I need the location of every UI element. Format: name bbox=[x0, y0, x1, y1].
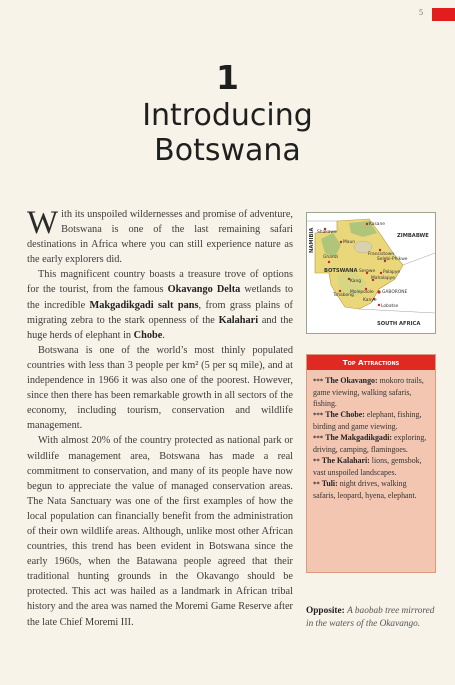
map-label-selebi-phikwe: Selebi-Phikwe bbox=[377, 257, 408, 262]
paragraph-text: and the huge herds of elephant in bbox=[27, 314, 293, 341]
botswana-locator-map bbox=[306, 212, 436, 334]
attraction-name: The Makgadikgadi: bbox=[325, 433, 393, 442]
map-label-francistown: Francistown bbox=[368, 252, 395, 257]
map-label-kanye: Kanye bbox=[363, 298, 377, 303]
drop-cap: W bbox=[27, 205, 59, 241]
top-attractions-title: Top Attractions bbox=[342, 358, 400, 367]
attraction-description: lions, gemsbok, vast unspoiled landscapes. bbox=[313, 456, 422, 477]
top-attractions-box bbox=[306, 354, 436, 573]
map-label-zimbabwe: ZIMBABWE bbox=[397, 233, 429, 239]
map-label-maun: Maun bbox=[343, 240, 356, 245]
paragraph-text: With almost 20% of the country protected as national park or wildlife management area, Botswana has made a real commitment to conservation, and many of its people have now begun to appreciate the value of managed conservation areas. The Nata Sanctuary was one of the first examples of how the local population can financially benefit from the administration of their own wildlife areas. Although, unlike most other African countries, this trend has been evident in Botswana since the early 1960s, when the Batawana people agreed that their traditional hunting grounds in the Okavango should be protected. This act was hailed as a landmark in African tribal history and the area was named the Moremi Game Reserve after the late Chief Moremi III. bbox=[27, 435, 293, 628]
chapter-title bbox=[0, 98, 455, 168]
star-rating: ** bbox=[313, 480, 320, 488]
highlighted-place-name: Chobe bbox=[133, 329, 163, 341]
map-label-lobatse: Lobatse bbox=[381, 304, 399, 309]
attraction-name: The Chobe: bbox=[325, 410, 365, 419]
chapter-title-text: Introducing Botswana bbox=[142, 98, 313, 168]
star-rating: *** bbox=[313, 411, 324, 419]
corner-color-tab bbox=[432, 8, 455, 21]
map-label-ghanzi: Ghanzi bbox=[323, 255, 339, 260]
caption-label: Opposite: bbox=[306, 606, 345, 616]
top-attractions-header bbox=[307, 355, 435, 370]
map-label-kasane: Kasane bbox=[369, 222, 385, 227]
photo-caption bbox=[306, 605, 438, 631]
body-text bbox=[27, 207, 293, 630]
highlighted-place-name: Kalahari bbox=[218, 314, 259, 326]
highlighted-place-name: Makgadikgadi salt pans bbox=[89, 299, 199, 311]
map-label-namibia: NAMIBIA bbox=[309, 227, 315, 253]
paragraph-text: wetlands to the incredible bbox=[27, 284, 293, 311]
attraction-item bbox=[313, 375, 429, 409]
chapter-number: 1 bbox=[216, 58, 239, 97]
map-label-shakawe: Shakawe bbox=[317, 230, 337, 235]
map-label-kang: Kang bbox=[350, 279, 362, 284]
attraction-description: night drives, walking safaris, leopard, hyena, elephant. bbox=[313, 479, 417, 500]
attraction-item bbox=[313, 409, 429, 432]
paragraph-text: Botswana is one of the world’s most thinly populated countries with less than 3 people per km² (5 per sq mile), and at independence in 1966 it was also one of the poorest. However, since then there has been remarkable growth in all sectors of the economy, including tourism, conservation and wildlife management. bbox=[27, 344, 293, 432]
star-rating: ** bbox=[313, 457, 320, 465]
map-label-south-africa: SOUTH AFRICA bbox=[377, 321, 421, 327]
body-paragraph bbox=[27, 267, 293, 342]
highlighted-place-name: Okavango Delta bbox=[167, 284, 241, 296]
map-label-gaborone: GABORONE bbox=[382, 290, 408, 295]
attraction-name: The Kalahari: bbox=[321, 456, 370, 465]
attraction-item bbox=[313, 478, 429, 501]
paragraph-body bbox=[27, 435, 293, 627]
body-paragraph bbox=[27, 343, 293, 434]
attraction-description: exploring, driving, camping, flamingoes. bbox=[313, 433, 427, 454]
star-rating: *** bbox=[313, 434, 324, 442]
paragraph-body bbox=[27, 269, 293, 340]
caption-text: A baobab tree mirrored in the waters of the Okavango. bbox=[306, 606, 435, 629]
star-rating: *** bbox=[313, 377, 324, 385]
map-label-palapye: Palapye bbox=[383, 270, 401, 275]
paragraph-text: . bbox=[162, 329, 165, 341]
paragraph-text: , from grass plains of migrating zebra to the stark openness of the bbox=[27, 299, 293, 326]
paragraph-body bbox=[27, 205, 293, 266]
attraction-item bbox=[313, 455, 429, 478]
attraction-description: elephant, fishing, birding and game viewing. bbox=[313, 410, 422, 431]
paragraph-text: ith its unspoiled wildernesses and promise of adventure, Botswana is one of the last remaining safari destinations in Africa where you can still experience nature as the early explorers did. bbox=[27, 209, 293, 266]
map-label-tshabong: Tshabong bbox=[333, 293, 354, 298]
paragraph-text: This magnificent country boasts a treasure trove of options for the tourist, from the famous bbox=[27, 269, 293, 296]
page-number: 5 bbox=[419, 8, 423, 17]
attraction-name: Tuli: bbox=[321, 479, 338, 488]
map-label-mahalapye: Mahalapye bbox=[371, 276, 395, 281]
attraction-description: mokoro trails, game viewing, walking safaris, fishing. bbox=[313, 376, 424, 408]
attraction-name: The Okavango: bbox=[325, 376, 378, 385]
map-label-botswana: BOTSWANA bbox=[324, 268, 358, 274]
body-paragraph bbox=[27, 433, 293, 629]
attraction-item bbox=[313, 432, 429, 455]
map-label-serowe: Serowe bbox=[359, 269, 376, 274]
map-label-molepolole: Molepolole bbox=[350, 290, 374, 295]
attractions-list bbox=[307, 370, 435, 501]
intro-paragraph bbox=[27, 207, 293, 267]
paragraph-body bbox=[27, 345, 293, 431]
